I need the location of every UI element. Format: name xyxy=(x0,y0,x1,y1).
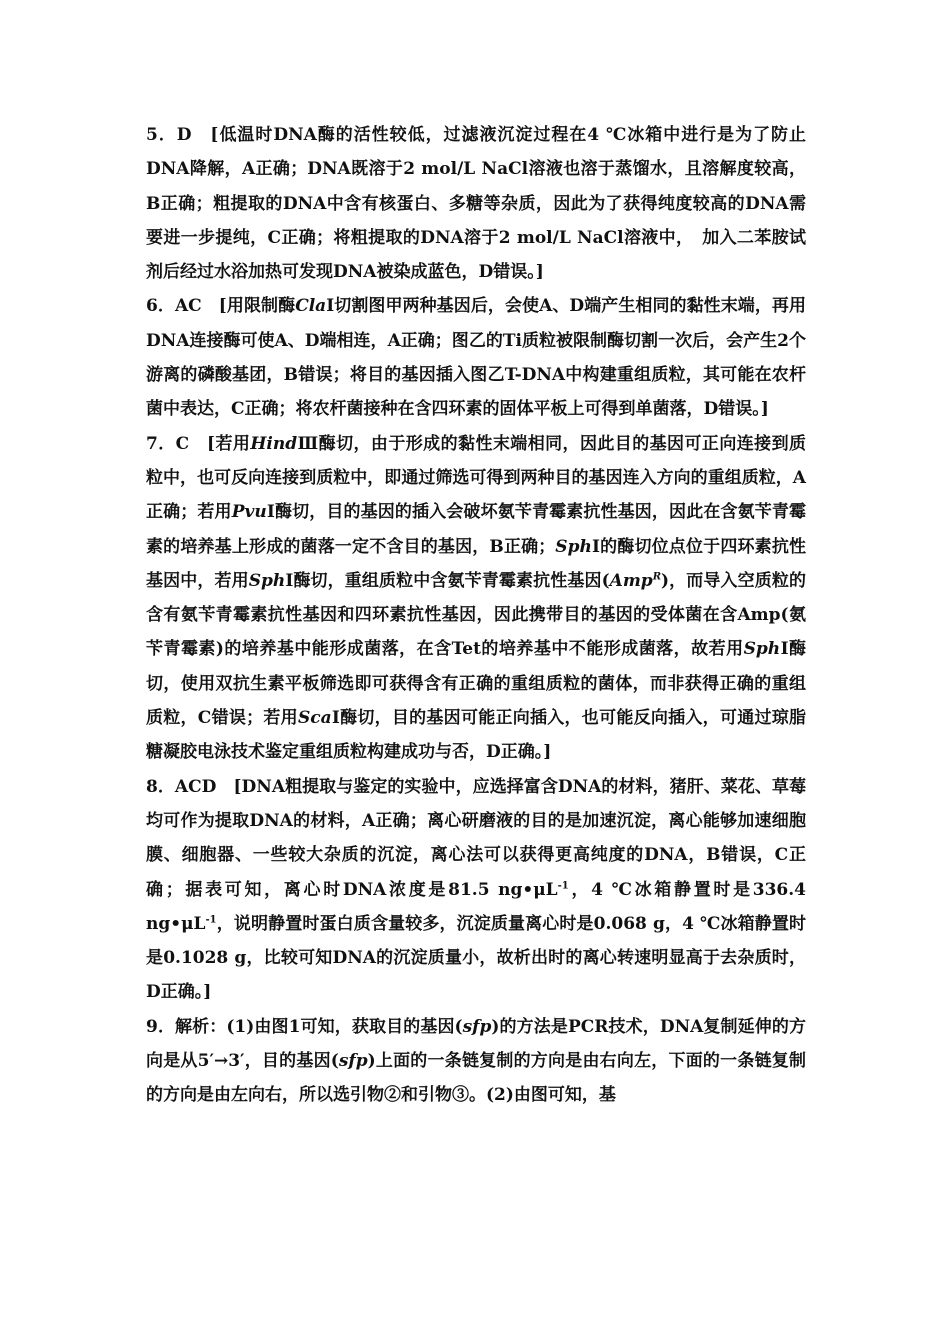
enzyme-sca: Sca xyxy=(297,708,332,729)
answer-9-part: )的方法是PCR技术，DNA复制延伸的方向是从5′→3′，目的基因( xyxy=(146,1016,806,1072)
answer-9-part: )上面的一条链复制的方向是由右向左，下面的一条链复制的方向是由左向右，所以选引物②和引物③。(2)由图可知，基 xyxy=(146,1051,806,1106)
enzyme-hind: Hind xyxy=(250,433,298,454)
answer-9 xyxy=(146,1010,806,1113)
answer-7-part: Ⅰ酶切，使用双抗生素平板筛选即可获得含有正确的重组质粒的菌体，而非获得正确的重组质粒，C错误；若用 xyxy=(146,639,806,729)
answer-7-part: Ⅰ酶切，目的基因的插入会破坏氨苄青霉素抗性基因，因此在含氨苄青霉素的培养基上形成的菌落一定不含目的基因，B正确； xyxy=(146,502,807,557)
gene-amp-superscript: R xyxy=(652,571,662,583)
answer-7 xyxy=(146,427,806,770)
answer-6 xyxy=(146,289,806,426)
answer-8-part: 8．ACD [DNA粗提取与鉴定的实验中，应选择富含DNA的材料，猪肝、菜花、草莓均可作为提取DNA的材料，A正确；离心研磨液的目的是加速沉淀，离心能够加速细胞膜、细胞器、一些较大杂质的沉淀，离心法可以获得更高纯度的DNA，B错误，C正确；据表可知，离心时DNA浓度是81.5 ng•μL xyxy=(146,776,806,900)
enzyme-sph: Sph xyxy=(743,639,781,660)
enzyme-sph: Sph xyxy=(555,536,592,557)
answer-7-part: Ⅲ酶切，由于形成的黏性末端相同，因此目的基因可正向连接到质粒中，也可反向连接到质粒中，即通过筛选可得到两种目的基因连入方向的重组质粒，A正确；若用 xyxy=(146,433,806,523)
answer-7-part: Ⅰ酶切，目的基因可能正向插入，也可能反向插入，可通过琼脂糖凝胶电泳技术鉴定重组质粒构建成功与否，D正确。] xyxy=(146,708,807,763)
gene-sfp: sfp xyxy=(462,1016,492,1037)
unit-superscript: -1 xyxy=(557,879,569,891)
answer-7-part: 7．C [若用 xyxy=(146,433,251,454)
answer-5-text: 5．D [低温时DNA酶的活性较低，过滤液沉淀过程在4 ℃冰箱中进行是为了防止DNA降解，A正确；DNA既溶于2 mol/L NaCl溶液也溶于蒸馏水，且溶解度较高，B正确；粗提取的DNA中含有核蛋白、多糖等杂质，因此为了获得纯度较高的DNA需要进一步提纯，C正确；将粗提取的DNA溶于2 mol/L NaCl溶液中， 加入二苯胺试剂后经过水浴加热可发现DNA被染成蓝色，D错误。] xyxy=(146,125,806,283)
gene-amp: Amp xyxy=(609,570,653,591)
answer-9-part: 9．解析：(1)由图1可知，获取目的基因( xyxy=(146,1016,463,1037)
answer-5 xyxy=(146,118,806,289)
gene-sfp: sfp xyxy=(338,1051,368,1072)
enzyme-sph: Sph xyxy=(248,570,286,591)
answer-7-part: Ⅰ酶切，重组质粒中含氨苄青霉素抗性基因( xyxy=(285,570,610,591)
answer-8-part: ，说明静置时蛋白质含量较多，沉淀质量离心时是0.068 g，4 ℃冰箱静置时是0.1028 g，比较可知DNA的沉淀质量小，故析出时的离心转速明显高于去杂质时，D正确。] xyxy=(146,913,806,1003)
answer-6-part: Ⅰ切割图甲两种基因后，会使A、D端产生相同的黏性末端，再用DNA连接酶可使A、D端相连，A正确；图乙的Ti质粒被限制酶切割一次后，会产生2个游离的磷酸基团，B错误；将目的基因插入图乙T-DNA中构建重组质粒，其可能在农杆菌中表达，C正确；将农杆菌接种在含四环素的固体平板上可得到单菌落，D错误。] xyxy=(146,296,806,420)
answer-8 xyxy=(146,770,806,1010)
answer-6-part: 6．AC [用限制酶 xyxy=(146,296,296,317)
enzyme-cla: Cla xyxy=(295,296,327,317)
answer-8-part: ，4 ℃冰箱静置时是336.4 ng•μL xyxy=(146,879,806,934)
answer-7-part: )，而导入空质粒的含有氨苄青霉素抗性基因和四环素抗性基因，因此携带目的基因的受体菌在含Amp(氨苄青霉素)的培养基中能形成菌落，在含Tet的培养基中不能形成菌落，故若用 xyxy=(146,570,807,660)
unit-superscript: -1 xyxy=(205,914,217,926)
answer-7-part: Ⅰ的酶切位点位于四环素抗性基因中，若用 xyxy=(146,536,806,591)
enzyme-pvu: Pvu xyxy=(231,502,267,523)
answer-document xyxy=(146,118,806,1113)
